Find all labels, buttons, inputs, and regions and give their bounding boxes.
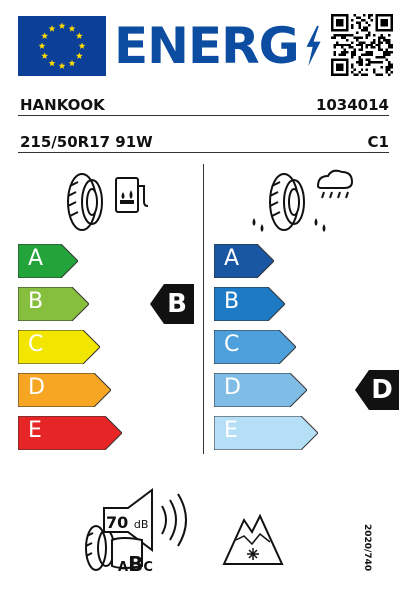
wet-grip-class-label: D [224, 375, 241, 400]
divider [18, 152, 389, 153]
wet-grip-class-label: A [224, 246, 240, 271]
fuel-efficiency-class-b-bar [18, 287, 89, 321]
qr-code-icon [331, 14, 393, 76]
wet-grip-class-label: E [224, 418, 238, 443]
article-id: 1034014 [315, 96, 389, 114]
fuel-efficiency-class-label: D [28, 375, 45, 400]
fuel-efficiency-rating-marker [150, 284, 194, 324]
noise-class-b: B [128, 552, 144, 576]
noise-class-a: A [118, 560, 129, 575]
divider [18, 115, 389, 116]
lightning-bolt-icon [303, 23, 322, 69]
fuel-efficiency-class-label: E [28, 418, 42, 443]
wet-grip-rating-marker [355, 370, 399, 410]
mountain-snowflake-icon [222, 510, 284, 570]
regulation-number: 2020/740 [362, 524, 372, 572]
wet-grip-class-label: C [224, 332, 240, 357]
tyre-class: C1 [367, 133, 389, 151]
fuel-efficiency-class-label: B [28, 289, 44, 314]
fuel-efficiency-rating: B [167, 289, 187, 319]
wet-grip-class-d-bar [214, 373, 307, 407]
noise-level-value [106, 513, 148, 532]
tyre-rain-cloud-icon [246, 166, 358, 240]
fuel-efficiency-class-label: C [28, 332, 44, 357]
noise-class-letters [118, 552, 153, 576]
wet-grip-class-e-bar [214, 416, 318, 450]
fuel-efficiency-class-d-bar [18, 373, 111, 407]
noise-value: 70 [106, 513, 129, 532]
noise-class-c: C [143, 560, 153, 575]
wet-grip-rating: D [371, 375, 393, 405]
fuel-efficiency-class-c-bar [18, 330, 100, 364]
eu-flag-icon [18, 16, 106, 76]
noise-unit: dB [133, 518, 149, 531]
fuel-efficiency-class-a-bar [18, 244, 78, 278]
wet-grip-class-c-bar [214, 330, 296, 364]
fuel-efficiency-class-label: A [28, 246, 44, 271]
wet-grip-class-label: B [224, 289, 240, 314]
energy-word: ENERG [114, 17, 299, 75]
fuel-efficiency-class-e-bar [18, 416, 122, 450]
wet-grip-class-b-bar [214, 287, 285, 321]
column-divider [203, 164, 204, 454]
wet-grip-class-a-bar [214, 244, 274, 278]
tyre-size: 215/50R17 91W [20, 133, 153, 151]
brand-name: HANKOOK [20, 96, 105, 114]
tyre-fuel-pump-icon [62, 168, 154, 236]
eu-stars-icon [18, 16, 106, 76]
energy-wordmark [114, 16, 322, 76]
